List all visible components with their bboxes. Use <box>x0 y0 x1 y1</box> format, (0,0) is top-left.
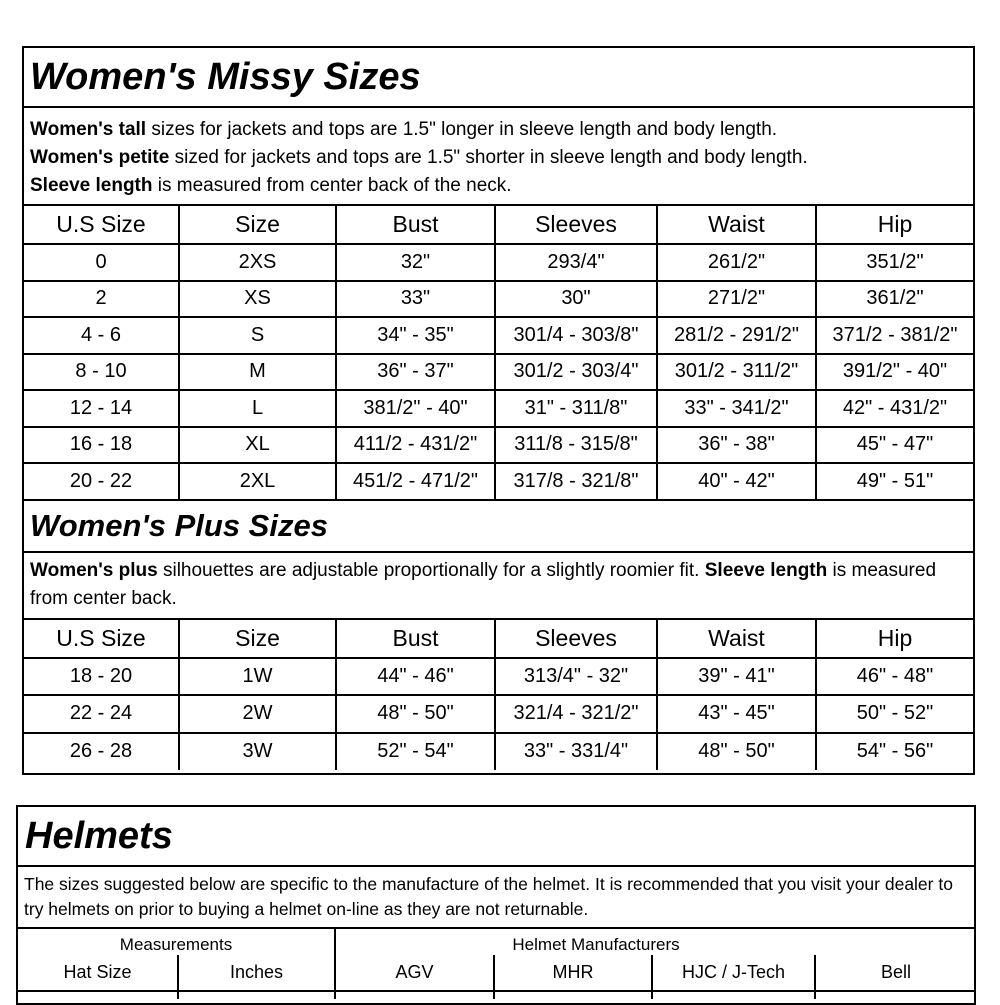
plus-cell-us-size: 18 - 20 <box>24 658 179 696</box>
table-row <box>24 390 973 427</box>
plus-cell-hip: 54" - 56" <box>816 733 973 771</box>
plus-cell-waist: 48" - 50" <box>657 733 816 771</box>
plus-cell-bust: 52" - 54" <box>336 733 495 771</box>
missy-cell-size: L <box>179 390 336 427</box>
missy-cell-bust: 36" - 37" <box>336 354 495 391</box>
missy-cell-us-size: 8 - 10 <box>24 354 179 391</box>
missy-cell-sleeves: 311/8 - 315/8" <box>495 427 657 464</box>
plus-cell-us-size: 26 - 28 <box>24 733 179 771</box>
table-row <box>24 244 973 281</box>
plus-cell-waist: 43" - 45" <box>657 695 816 733</box>
missy-cell-hip: 391/2" - 40" <box>816 354 973 391</box>
missy-cell-sleeves: 31" - 311/8" <box>495 390 657 427</box>
missy-cell-waist: 281/2 - 291/2" <box>657 317 816 354</box>
plus-cell-size: 2W <box>179 695 336 733</box>
missy-cell-sleeves: 301/4 - 303/8" <box>495 317 657 354</box>
missy-cell-hip: 49" - 51" <box>816 463 973 500</box>
missy-cell-bust: 451/2 - 471/2" <box>336 463 495 500</box>
plus-header-bust: Bust <box>336 620 495 658</box>
manufacturers-group-label: Helmet Manufacturers <box>335 929 976 955</box>
missy-cell-size: XS <box>179 281 336 318</box>
missy-cell-us-size: 20 - 22 <box>24 463 179 500</box>
missy-header-hip: Hip <box>816 206 973 244</box>
missy-note-tall: Women's tall sizes for jackets and tops are 1.5" longer in sleeve length and body length. <box>30 119 778 140</box>
missy-cell-us-size: 0 <box>24 244 179 281</box>
plus-header-row <box>24 620 973 658</box>
table-row <box>24 317 973 354</box>
missy-cell-waist: 271/2" <box>657 281 816 318</box>
missy-cell-sleeves: 30" <box>495 281 657 318</box>
table-row <box>24 427 973 464</box>
helmet-size-chart <box>16 805 976 1005</box>
plus-size-table <box>24 620 973 771</box>
missy-cell-bust: 381/2" - 40" <box>336 390 495 427</box>
header-hat-size: Hat Size <box>18 955 178 991</box>
missy-header-bust: Bust <box>336 206 495 244</box>
plus-cell-size: 1W <box>179 658 336 696</box>
missy-header-row <box>24 206 973 244</box>
missy-cell-bust: 34" - 35" <box>336 317 495 354</box>
plus-title: Women's Plus Sizes <box>24 501 973 553</box>
plus-cell-sleeves: 313/4" - 32" <box>495 658 657 696</box>
measurements-group-label: Measurements <box>18 929 335 955</box>
missy-cell-us-size: 16 - 18 <box>24 427 179 464</box>
missy-cell-size: XL <box>179 427 336 464</box>
table-row <box>24 733 973 771</box>
missy-header-sleeves: Sleeves <box>495 206 657 244</box>
missy-header-waist: Waist <box>657 206 816 244</box>
plus-header-us-size: U.S Size <box>24 620 179 658</box>
missy-cell-hip: 371/2 - 381/2" <box>816 317 973 354</box>
missy-cell-sleeves: 317/8 - 321/8" <box>495 463 657 500</box>
header-agv: AGV <box>335 955 494 991</box>
missy-cell-waist: 301/2 - 311/2" <box>657 354 816 391</box>
plus-cell-sleeves: 33" - 331/4" <box>495 733 657 771</box>
plus-cell-hip: 50" - 52" <box>816 695 973 733</box>
table-row <box>24 695 973 733</box>
missy-cell-hip: 45" - 47" <box>816 427 973 464</box>
missy-cell-waist: 40" - 42" <box>657 463 816 500</box>
header-hjc-jtech: HJC / J-Tech <box>652 955 815 991</box>
missy-cell-waist: 36" - 38" <box>657 427 816 464</box>
size-chart-women <box>22 46 975 775</box>
plus-header-waist: Waist <box>657 620 816 658</box>
plus-cell-bust: 48" - 50" <box>336 695 495 733</box>
plus-header-size: Size <box>179 620 336 658</box>
plus-cell-size: 3W <box>179 733 336 771</box>
missy-cell-bust: 411/2 - 431/2" <box>336 427 495 464</box>
missy-cell-sleeves: 301/2 - 303/4" <box>495 354 657 391</box>
missy-header-size: Size <box>179 206 336 244</box>
plus-cell-waist: 39" - 41" <box>657 658 816 696</box>
table-row <box>24 281 973 318</box>
missy-cell-size: M <box>179 354 336 391</box>
missy-cell-size: S <box>179 317 336 354</box>
plus-cell-bust: 44" - 46" <box>336 658 495 696</box>
missy-note-sleeve: Sleeve length is measured from center back of the neck. <box>30 175 512 196</box>
missy-notes <box>24 108 973 206</box>
missy-title: Women's Missy Sizes <box>24 48 973 108</box>
missy-cell-us-size: 12 - 14 <box>24 390 179 427</box>
helmets-note: The sizes suggested below are specific to the manufacture of the helmet. It is recommended that you visit your dealer to try helmets on prior to buying a helmet on-line as they are not returnable. <box>18 867 974 929</box>
header-mhr: MHR <box>494 955 652 991</box>
plus-cell-sleeves: 321/4 - 321/2" <box>495 695 657 733</box>
missy-cell-bust: 33" <box>336 281 495 318</box>
plus-cell-hip: 46" - 48" <box>816 658 973 696</box>
table-row <box>24 658 973 696</box>
plus-cell-us-size: 22 - 24 <box>24 695 179 733</box>
missy-cell-hip: 361/2" <box>816 281 973 318</box>
missy-size-table <box>24 206 973 501</box>
missy-cell-size: 2XS <box>179 244 336 281</box>
table-row <box>24 463 973 500</box>
missy-cell-bust: 32" <box>336 244 495 281</box>
missy-cell-waist: 33" - 341/2" <box>657 390 816 427</box>
missy-cell-hip: 42" - 431/2" <box>816 390 973 427</box>
table-row <box>24 354 973 391</box>
missy-cell-sleeves: 293/4" <box>495 244 657 281</box>
plus-header-hip: Hip <box>816 620 973 658</box>
plus-notes: Women's plus silhouettes are adjustable proportionally for a slightly roomier fit. Sleeve length is measured from center back. <box>24 553 973 620</box>
helmet-header-table <box>18 929 976 999</box>
missy-note-petite: Women's petite sized for jackets and tops are 1.5" shorter in sleeve length and body length. <box>30 147 808 168</box>
missy-cell-us-size: 2 <box>24 281 179 318</box>
header-inches: Inches <box>178 955 335 991</box>
plus-header-sleeves: Sleeves <box>495 620 657 658</box>
helmets-title: Helmets <box>18 807 974 867</box>
missy-cell-waist: 261/2" <box>657 244 816 281</box>
header-bell: Bell <box>815 955 976 991</box>
missy-cell-hip: 351/2" <box>816 244 973 281</box>
missy-cell-size: 2XL <box>179 463 336 500</box>
missy-header-us-size: U.S Size <box>24 206 179 244</box>
missy-cell-us-size: 4 - 6 <box>24 317 179 354</box>
